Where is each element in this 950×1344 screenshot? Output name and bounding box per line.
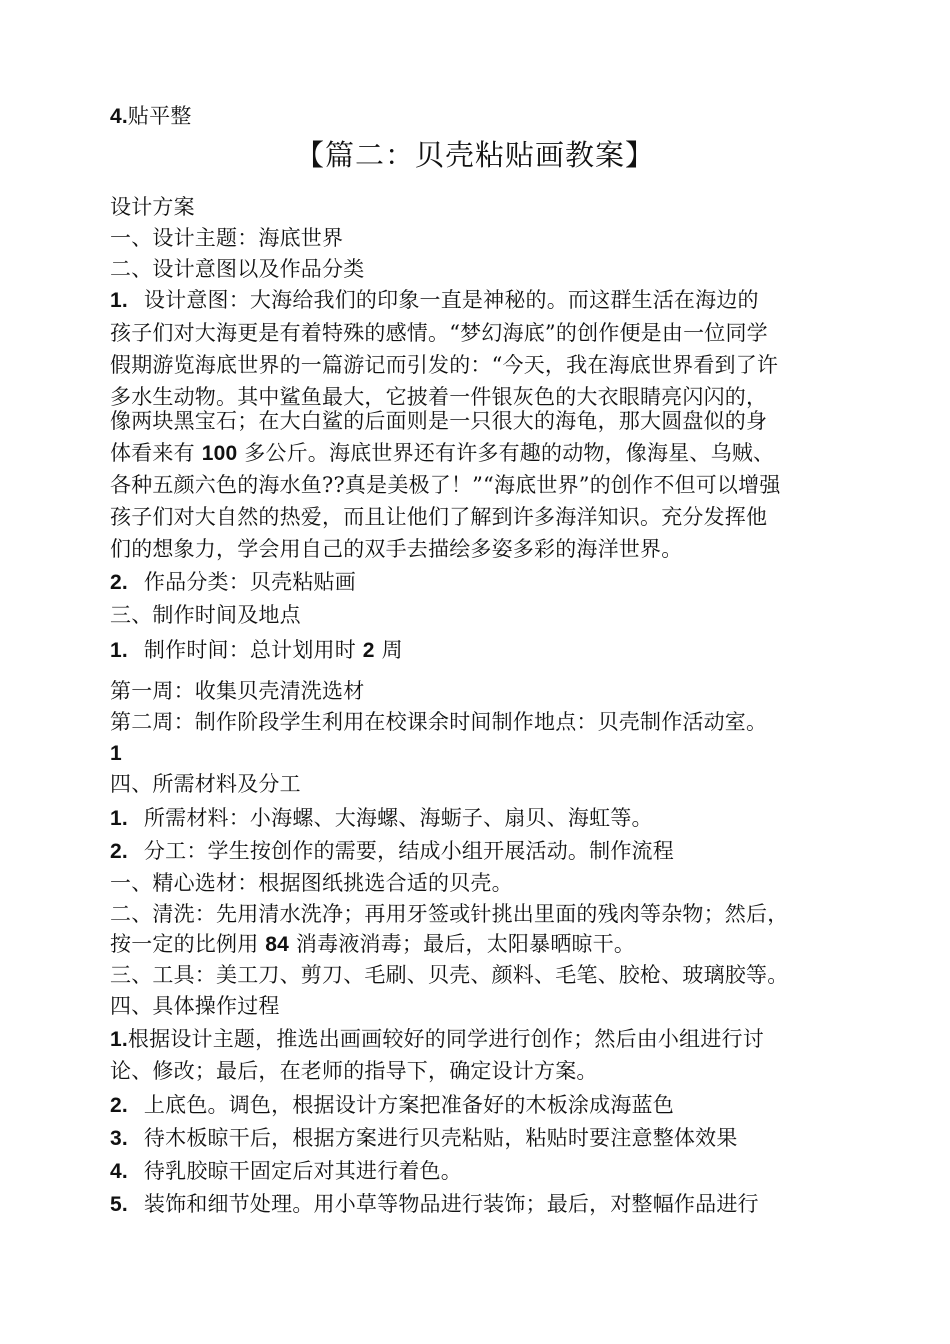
line-text: 孩子们对大自然的热爱，而且让他们了解到许多海洋知识。充分发挥他 [110, 505, 768, 529]
text-line [110, 929, 635, 960]
item-number: 1. [110, 1028, 128, 1051]
text-line [110, 470, 781, 501]
item-number: 2. [110, 840, 128, 863]
line-text: 各种五颜六色的海水鱼??真是美极了！”“海底世界”的创作不但可以增强 [110, 473, 781, 497]
line-text: 四、所需材料及分工 [110, 772, 301, 796]
line-text: 设计方案 [110, 195, 195, 219]
line-text: 待乳胶晾干固定后对其进行着色。 [143, 1159, 462, 1183]
line-text: 假期游览海底世界的一篇游记而引发的：“今天，我在海底世界看到了许 [110, 353, 779, 377]
text-line [110, 406, 767, 437]
line-text: 四、具体操作过程 [110, 994, 280, 1018]
line-text: 二、设计意图以及作品分类 [110, 257, 365, 281]
line-text: 孩子们对大海更是有着特殊的感情。“梦幻海底”的创作便是由一位同学 [110, 321, 768, 345]
section-title: 【篇二：贝壳粘贴画教案】 [294, 138, 655, 172]
line-text: 所需材料：小海螺、大海螺、海蛎子、扇贝、海虹等。 [143, 806, 653, 830]
text-line-top [110, 101, 192, 132]
text-line [110, 254, 364, 285]
text-line [110, 192, 195, 223]
text-line [110, 502, 767, 533]
text-line [110, 991, 280, 1022]
item-number: 3. [110, 1127, 128, 1150]
line-text: 体看来有 100 多公斤。海底世界还有许多有趣的动物，像海星、乌贼、 [110, 441, 775, 465]
item-number: 1. [110, 807, 128, 830]
line-text: 设计意图：大海给我们的印象一直是神秘的。而这群生活在海边的 [143, 288, 759, 312]
text-line [110, 803, 653, 834]
line-text: 多水生动物。其中鲨鱼最大，它披着一件银灰色的大衣眼睛亮闪闪的， [110, 385, 768, 409]
text-line [110, 1056, 598, 1087]
line-text: 上底色。调色，根据设计方案把准备好的木板涂成海蓝色 [143, 1093, 674, 1117]
item-number: 5. [110, 1193, 128, 1216]
text-line [110, 285, 759, 316]
line-text: 制作时间：总计划用时 2 周 [143, 638, 403, 662]
text-line [110, 738, 122, 769]
text-line [110, 1123, 738, 1154]
text-line [110, 868, 513, 899]
text-line [110, 438, 774, 469]
line-text: 二、清洗：先用清水洗净；再用牙签或针挑出里面的残肉等杂物；然后， [110, 902, 789, 926]
line-text: 一、设计主题：海底世界 [110, 226, 344, 250]
line-text: 论、修改；最后，在老师的指导下，确定设计方案。 [110, 1059, 598, 1083]
line-text: 第二周：制作阶段学生利用在校课余时间制作地点：贝壳制作活动室。 [110, 710, 768, 734]
line-text: 三、工具：美工刀、剪刀、毛刷、贝壳、颜料、毛笔、胶枪、玻璃胶等。 [110, 963, 789, 987]
text-line [110, 318, 768, 349]
text-line [110, 707, 767, 738]
item-number: 4. [110, 105, 128, 128]
line-text: 一、精心选材：根据图纸挑选合适的贝壳。 [110, 871, 513, 895]
inline-number: 100 [201, 442, 238, 465]
text-line [110, 350, 778, 381]
text-line [110, 1156, 462, 1187]
item-number: 4. [110, 1160, 128, 1183]
line-text: 根据设计主题，推选出画画较好的同学进行创作；然后由小组进行讨 [127, 1027, 764, 1051]
inline-number: 2 [362, 639, 375, 662]
text-line [110, 1090, 674, 1121]
text-line [110, 635, 403, 666]
item-number: 1. [110, 289, 128, 312]
line-text: 分工：学生按创作的需要，结成小组开展活动。制作流程 [143, 839, 674, 863]
line-text: 贴平整 [127, 104, 192, 128]
text-line [110, 567, 356, 598]
line-text: 装饰和细节处理。用小草等物品进行装饰；最后，对整幅作品进行 [143, 1192, 759, 1216]
text-line [110, 960, 788, 991]
line-text: 像两块黑宝石；在大白鲨的后面则是一只很大的海龟，那大圆盘似的身 [110, 409, 768, 433]
line-text: 作品分类：贝壳粘贴画 [143, 570, 356, 594]
line-text: 三、制作时间及地点 [110, 603, 301, 627]
text-line [110, 534, 682, 565]
text-line [110, 769, 301, 800]
text-line [110, 1024, 764, 1055]
text-line [110, 836, 674, 867]
text-line [110, 223, 343, 254]
text-line [110, 1189, 759, 1220]
line-text: 第一周：收集贝壳清洗选材 [110, 679, 365, 703]
item-number: 2. [110, 1094, 128, 1117]
text-line [110, 899, 788, 930]
item-number: 2. [110, 571, 128, 594]
inline-number: 84 [265, 933, 290, 956]
text-line [110, 676, 364, 707]
item-number: 1 [110, 742, 122, 765]
line-text: 待木板晾干后，根据方案进行贝壳粘贴，粘贴时要注意整体效果 [143, 1126, 738, 1150]
item-number: 1. [110, 639, 128, 662]
text-line [110, 600, 301, 631]
line-text: 们的想象力，学会用自己的双手去描绘多姿多彩的海洋世界。 [110, 537, 683, 561]
line-text: 按一定的比例用 84 消毒液消毒；最后，太阳暴晒晾干。 [110, 932, 636, 956]
